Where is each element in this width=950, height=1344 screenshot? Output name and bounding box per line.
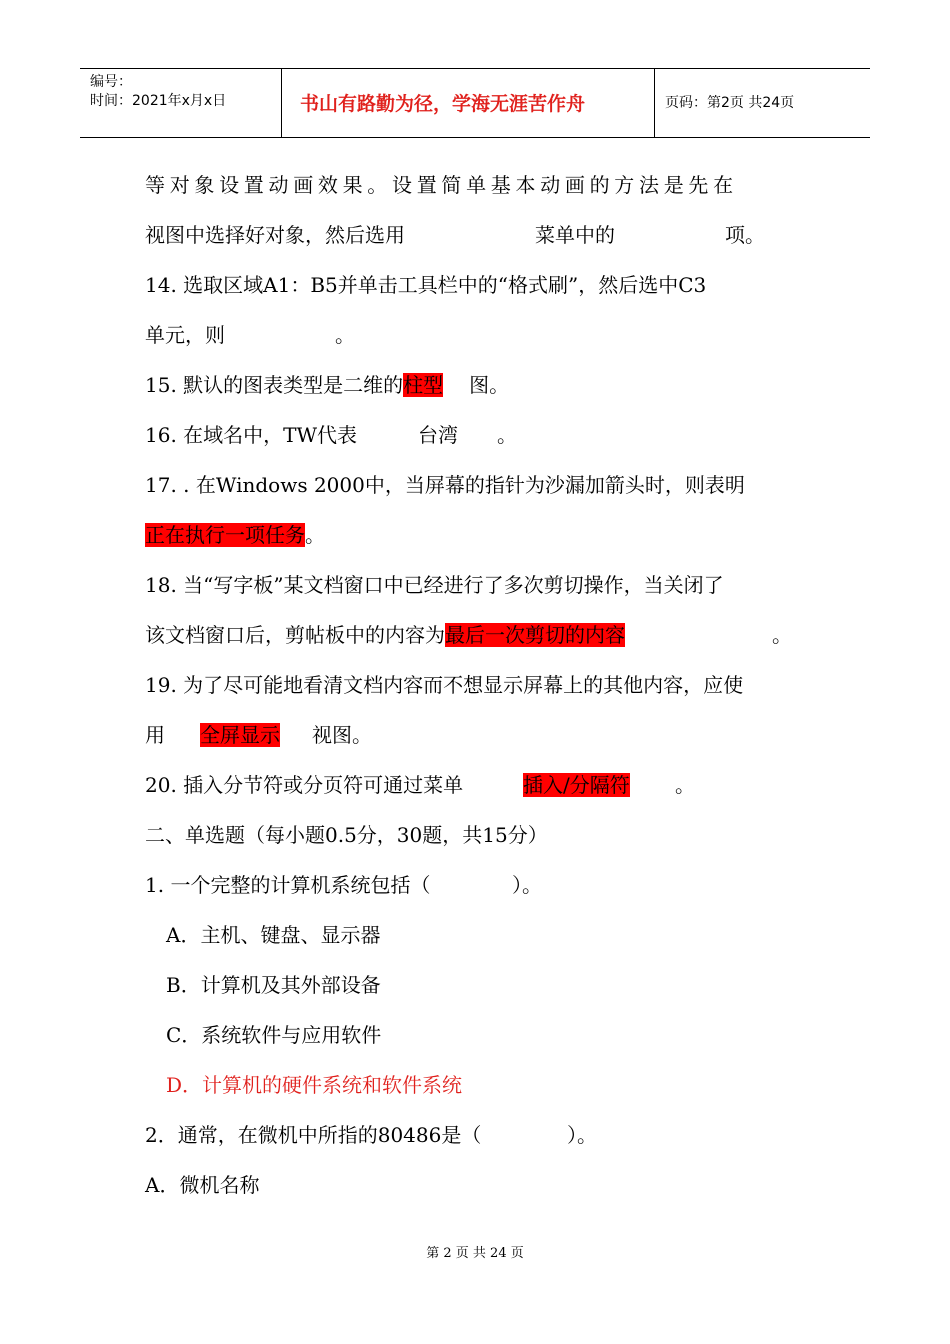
header-motto: 书山有路勤为径，学海无涯苦作舟: [300, 93, 586, 115]
mc-question-2: 2．通常，在微机中所指的80486是（: [145, 1123, 482, 1147]
answer-highlight: 全屏显示: [200, 723, 280, 747]
question-17: 17. . 在Windows 2000中，当屏幕的指针为沙漏加箭头时，则表明: [145, 473, 745, 497]
answer-text: [523, 770, 630, 800]
text-line: 。: [335, 323, 355, 347]
header-left-cell: [80, 69, 282, 137]
time-label: 时间：2021年x月x日: [90, 93, 227, 109]
text-line: 单元，则: [145, 323, 225, 347]
question-14: 14. 选取区域A1：B5并单击工具栏中的“格式刷”，然后选中C3: [145, 273, 707, 297]
question-19: 19. 为了尽可能地看清文档内容而不想显示屏幕上的其他内容，应使: [145, 673, 744, 697]
text-line: 等对象设置动画效果。设置简单基本动画的方法是先在: [145, 173, 738, 197]
option-d-answer: D．计算机的硬件系统和软件系统: [166, 1073, 463, 1097]
text-line: ）。: [567, 1123, 597, 1147]
text-line: 项。: [725, 223, 765, 247]
option-c: C．系统软件与应用软件: [166, 1023, 382, 1047]
option-a: A．微机名称: [145, 1173, 260, 1197]
answer-highlight: 正在执行一项任务: [145, 523, 305, 547]
text-line: 。: [675, 773, 695, 797]
header-center-cell: [282, 69, 655, 137]
page-footer: 第 2 页 共 24 页: [426, 1246, 524, 1261]
answer-highlight: 插入/分隔符: [523, 773, 630, 797]
text-line: 菜单中的: [535, 223, 615, 247]
number-label: 编号：: [90, 74, 132, 90]
question-16: 16. 在域名中，TW代表: [145, 423, 358, 447]
text-line: 视图。: [312, 723, 372, 747]
header-page-info: 页码：第2页 共24页: [665, 95, 795, 111]
question-20: 20. 插入分节符或分页符可通过菜单: [145, 773, 464, 797]
text-line: 该文档窗口后，剪帖板中的内容为最后一次剪切的内容: [145, 623, 625, 647]
page-header: [80, 68, 870, 138]
section-heading: 二、单选题（每小题0.5分，30题，共15分）: [145, 823, 548, 847]
option-a: A．主机、键盘、显示器: [166, 923, 381, 947]
answer-highlight: 柱型: [403, 373, 444, 397]
answer-text: [200, 720, 280, 750]
text-line: ）。: [512, 873, 542, 897]
header-right-cell: [655, 69, 870, 137]
text-line: 。: [497, 423, 517, 447]
text-line: 正在执行一项任务。: [145, 523, 325, 547]
question-18: 18. 当“写字板”某文档窗口中已经进行了多次剪切操作，当关闭了: [145, 573, 724, 597]
answer-highlight: 最后一次剪切的内容: [445, 623, 625, 647]
text-line: 用: [145, 723, 165, 747]
answer-text: 台湾: [418, 423, 458, 447]
option-b: B．计算机及其外部设备: [166, 973, 381, 997]
text-line: 视图中选择好对象，然后选用: [145, 223, 405, 247]
mc-question-1: 1. 一个完整的计算机系统包括（: [145, 873, 431, 897]
question-15: 15. 默认的图表类型是二维的柱型 图。: [145, 373, 510, 397]
text-line: 。: [772, 623, 792, 647]
